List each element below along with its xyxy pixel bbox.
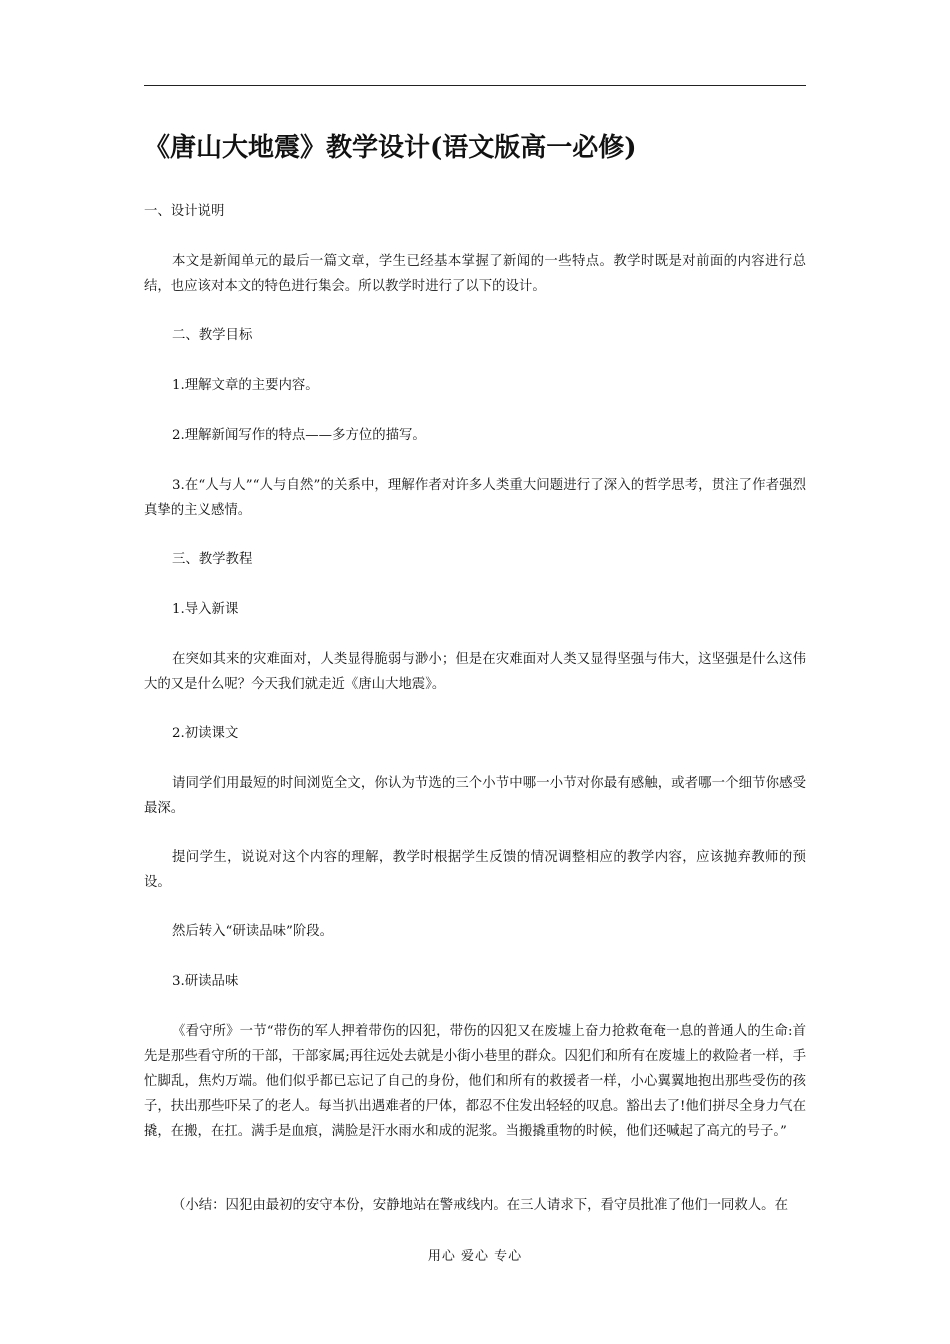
paragraph-design-notes: 本文是新闻单元的最后一篇文章，学生已经基本掌握了新闻的一些特点。教学时既是对前面的内容进行总结，也应该对本文的特色进行集会。所以教学时进行了以下的设计。	[144, 254, 806, 294]
section-heading-teaching-process: 三、教学教程	[172, 552, 253, 567]
section-heading-design-notes: 一、设计说明	[144, 204, 225, 219]
paragraph-first-reading: 请同学们用最短的时间浏览全文，你认为节选的三个小节中哪一小节对你最有感触，或者哪一个细节你感受最深。	[144, 776, 806, 816]
goal-item-3: 3.在“人与人”“人与自然”的关系中，理解作者对许多人类重大问题进行了深入的哲学思考，贯注了作者强烈真挚的主义感情。	[144, 478, 806, 518]
goal-item-1: 1.理解文章的主要内容。	[172, 378, 319, 393]
paragraph-quote-detention-center: 《看守所》一节“带伤的军人押着带伤的囚犯，带伤的囚犯又在废墟上奋力抢救奄奄一息的普通人的生命:首先是那些看守所的干部，干部家属;再往远处去就是小街小巷里的群众。囚犯们和所有在废墟上的救险者一样，手忙脚乱，焦灼万端。他们似乎都已忘记了自己的身份，他们和所有的救援者一样，小心翼翼地抱出那些受伤的孩子，扶出那些吓呆了的老人。每当扒出遇难者的尸体，都忍不住发出轻轻的叹息。豁出去了!他们拼尽全身力气在撬，在搬，在扛。满手是血痕，满脸是汗水雨水和成的泥浆。当搬撬重物的时候，他们还喊起了高亢的号子。”	[144, 1024, 806, 1139]
goal-item-2: 2.理解新闻写作的特点——多方位的描写。	[172, 428, 426, 443]
step-heading-first-reading: 2.初读课文	[172, 726, 239, 741]
step-heading-close-reading: 3.研读品味	[172, 974, 239, 989]
page-footer: 用心 爱心 专心	[427, 1249, 523, 1264]
section-heading-teaching-goals: 二、教学目标	[172, 328, 253, 343]
header-rule	[144, 85, 806, 86]
paragraph-transition: 然后转入“研读品味”阶段。	[172, 924, 333, 939]
paragraph-summary: （小结：囚犯由最初的安守本份，安静地站在警戒线内。在三人请求下，看守员批准了他们一同救人。在	[172, 1198, 788, 1213]
paragraph-intro: 在突如其来的灾难面对，人类显得脆弱与渺小；但是在灾难面对人类又显得坚强与伟大，这坚强是什么这伟大的又是什么呢？今天我们就走近《唐山大地震》。	[144, 652, 806, 692]
step-heading-intro: 1.导入新课	[172, 602, 239, 617]
paragraph-questioning: 提问学生，说说对这个内容的理解，教学时根据学生反馈的情况调整相应的教学内容，应该抛弃教师的预设。	[144, 850, 806, 890]
document-title: 《唐山大地震》教学设计(语文版高一必修)	[144, 133, 637, 163]
